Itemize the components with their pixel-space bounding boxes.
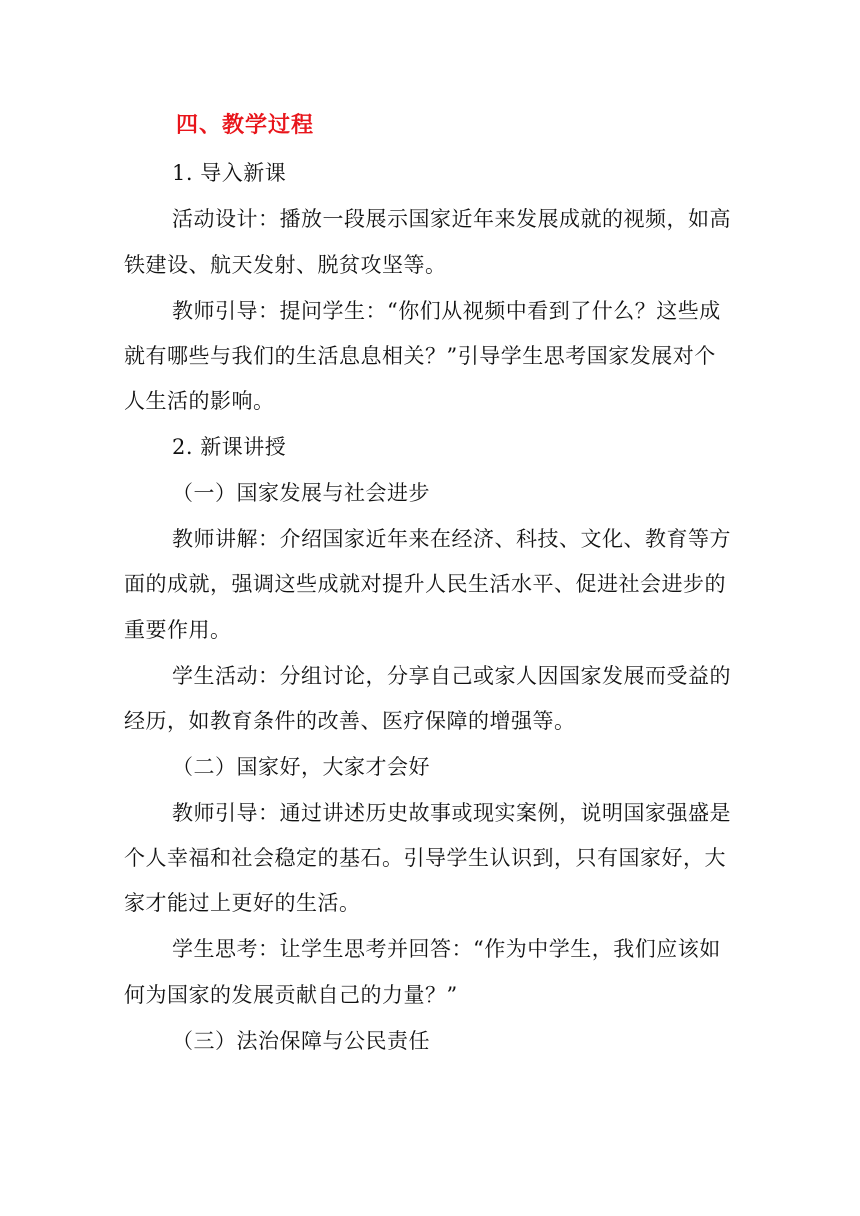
subheading: （一）国家发展与社会进步 <box>172 481 430 505</box>
paragraph-line: 就有哪些与我们的生活息息相关？”引导学生思考国家发展对个 <box>124 344 716 368</box>
paragraph-line: 活动设计：播放一段展示国家近年来发展成就的视频，如高 <box>172 207 731 231</box>
paragraph-line: 教师讲解：介绍国家近年来在经济、科技、文化、教育等方 <box>172 527 731 551</box>
paragraph-line: 学生思考：让学生思考并回答：“作为中学生，我们应该如 <box>172 937 721 961</box>
section-heading: 四、教学过程 <box>176 113 315 138</box>
paragraph-line: 个人幸福和社会稳定的基石。引导学生认识到，只有国家好，大 <box>124 846 726 870</box>
paragraph-line: 铁建设、航天发射、脱贫攻坚等。 <box>124 253 447 277</box>
paragraph-line: 人生活的影响。 <box>124 389 275 413</box>
subsection-title: 2. 新课讲授 <box>172 435 287 459</box>
paragraph-line: 重要作用。 <box>124 618 232 642</box>
subheading: （三）法治保障与公民责任 <box>172 1029 430 1053</box>
paragraph-line: 家才能过上更好的生活。 <box>124 891 361 915</box>
paragraph-line: 教师引导：提问学生：“你们从视频中看到了什么？这些成 <box>172 299 721 323</box>
subheading: （二）国家好，大家才会好 <box>172 755 430 779</box>
paragraph-line: 经历，如教育条件的改善、医疗保障的增强等。 <box>124 709 576 733</box>
paragraph-line: 学生活动：分组讨论，分享自己或家人因国家发展而受益的 <box>172 664 731 688</box>
paragraph-line: 教师引导：通过讲述历史故事或现实案例，说明国家强盛是 <box>172 801 731 825</box>
paragraph-line: 何为国家的发展贡献自己的力量？” <box>124 983 458 1007</box>
subsection-title: 1. 导入新课 <box>172 161 287 185</box>
paragraph-line: 面的成就，强调这些成就对提升人民生活水平、促进社会进步的 <box>124 572 726 596</box>
